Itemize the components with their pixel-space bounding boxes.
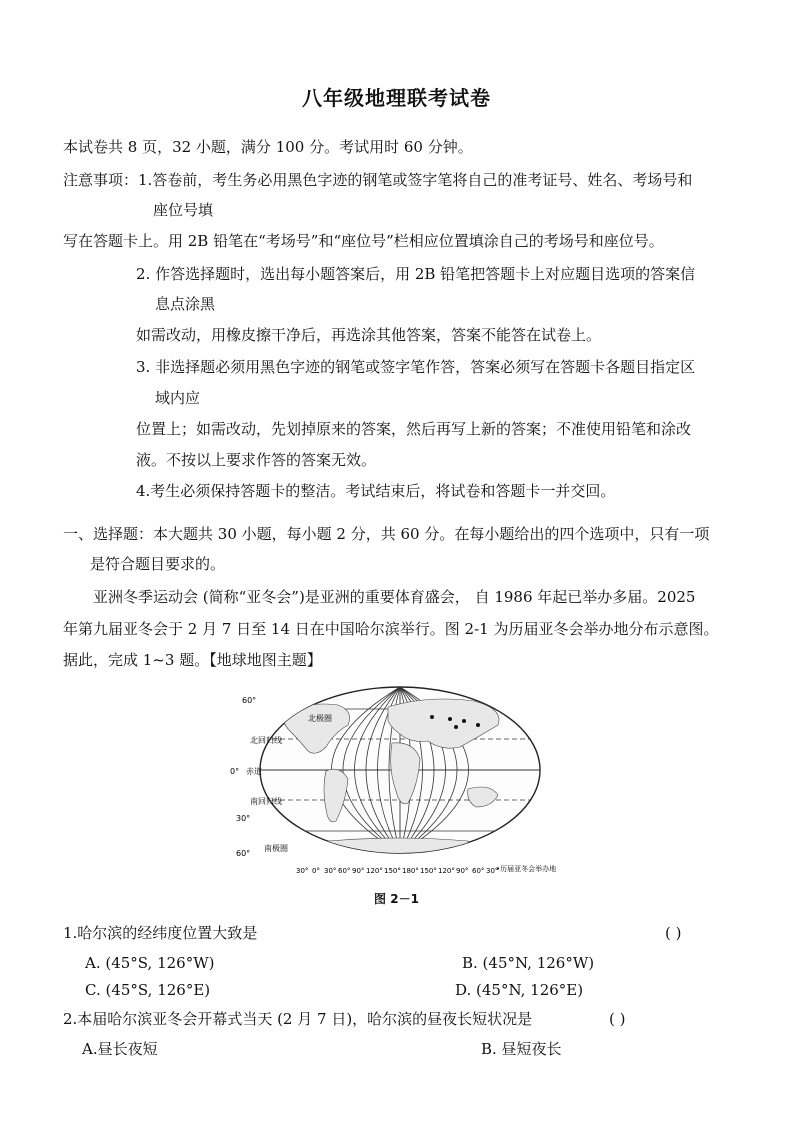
lon-label: 90°: [352, 867, 365, 875]
question-2-stem: 2.本届哈尔滨亚冬会开幕式当天 (2 月 7 日)，哈尔滨的昼夜长短状况是: [63, 1010, 533, 1028]
lon-label: 60°: [472, 867, 485, 875]
lon-label: 120°: [438, 867, 455, 875]
longitude-labels: [296, 867, 498, 875]
note-3-line-2: 域内应: [155, 389, 201, 407]
host-city-dot: [448, 717, 452, 721]
note-2-line-2: 息点涂黑: [155, 295, 216, 313]
lon-label: 30°: [324, 867, 337, 875]
lon-label: 120°: [366, 867, 383, 875]
question-1-stem: 1.哈尔滨的经纬度位置大致是: [63, 924, 258, 942]
note-3-line-4: 液。不按以上要求作答的答案无效。: [136, 451, 377, 469]
note-1-line-3: 写在答题卡上。用 2B 铅笔在“考场号”和“座位号”栏相应位置填涂自己的考场号和座位号。: [63, 232, 664, 250]
note-4: 4.考生必须保持答题卡的整洁。考试结束后，将试卷和答题卡一并交回。: [136, 482, 616, 500]
line-label-antarctic-circle: 南极圈: [264, 844, 288, 853]
passage-line-3: 据此，完成 1~3 题。【地球地图主题】: [63, 651, 322, 669]
section-heading-line-1: 一、选择题：本大题共 30 小题，每小题 2 分，共 60 分。在每小题给出的四个选项中，只有一项: [63, 525, 710, 543]
note-2-line-1: 2. 作答选择题时，选出每小题答案后，用 2B 铅笔把答题卡上对应题目选项的答案信: [136, 265, 696, 283]
page-title: 八年级地理联考试卷: [302, 86, 491, 110]
lat-label: 60°: [236, 849, 251, 858]
question-2-option-a[interactable]: A.昼长夜短: [82, 1040, 158, 1058]
map-legend: •历届亚冬会举办地: [496, 865, 557, 873]
lon-label: 90°: [456, 867, 469, 875]
lon-label: 150°: [420, 867, 437, 875]
line-label-tropic-capricorn: 南回归线: [250, 797, 282, 806]
question-1-option-b[interactable]: B. (45°N, 126°W): [462, 954, 595, 972]
note-1-line-2: 座位号填: [153, 201, 214, 219]
question-2-answer-bracket: ( ): [609, 1010, 626, 1028]
question-1-answer-bracket: ( ): [665, 924, 682, 942]
host-city-dot: [462, 719, 466, 723]
intro-text: 本试卷共 8 页，32 小题，满分 100 分。考试用时 60 分钟。: [63, 138, 473, 156]
lon-label: 30°: [486, 867, 499, 875]
question-2-option-b[interactable]: B. 昼短夜长: [481, 1040, 562, 1058]
region-label-arctic-circle: 北极圈: [308, 714, 332, 723]
lon-label: 0°: [312, 867, 320, 875]
lon-label: 180°: [402, 867, 419, 875]
section-heading-line-2: 是符合题目要求的。: [90, 555, 226, 573]
lon-label: 60°: [338, 867, 351, 875]
note-3-line-3: 位置上；如需改动，先划掉原来的答案，然后再写上新的答案；不准使用铅笔和涂改: [136, 420, 692, 438]
figure-caption: 图 2－1: [374, 892, 419, 906]
line-label-equator: 赤道: [246, 767, 262, 776]
world-map-figure: [228, 681, 574, 879]
passage-line-1: 亚洲冬季运动会 (简称“亚冬会”)是亚洲的重要体育盛会， 自 1986 年起已举办多届。2025: [93, 588, 696, 606]
host-city-dot: [430, 715, 434, 719]
lat-label: 30°: [236, 814, 251, 823]
lat-label: 60°: [242, 696, 257, 705]
host-city-dot: [476, 723, 480, 727]
lat-label: 0°: [230, 767, 240, 776]
question-1-option-c[interactable]: C. (45°S, 126°E): [85, 981, 211, 999]
note-2-line-3: 如需改动，用橡皮擦干净后，再选涂其他答案，答案不能答在试卷上。: [136, 326, 602, 344]
lon-label: 30°: [296, 867, 309, 875]
line-label-tropic-cancer: 北回归线: [250, 736, 282, 745]
question-1-option-a[interactable]: A. (45°S, 126°W): [85, 954, 215, 972]
passage-line-2: 年第九届亚冬会于 2 月 7 日至 14 日在中国哈尔滨举行。图 2-1 为历届亚冬会举办地分布示意图。: [63, 620, 719, 638]
note-1-line-1: 注意事项：1.答卷前，考生务必用黑色字迹的钢笔或签字笔将自己的准考证号、姓名、考场号和: [63, 171, 693, 189]
note-3-line-1: 3. 非选择题必须用黑色字迹的钢笔或签字笔作答，答案必须写在答题卡各题目指定区: [136, 358, 696, 376]
question-1-option-d[interactable]: D. (45°N, 126°E): [455, 981, 584, 999]
lon-label: 150°: [384, 867, 401, 875]
host-city-dot: [454, 725, 458, 729]
